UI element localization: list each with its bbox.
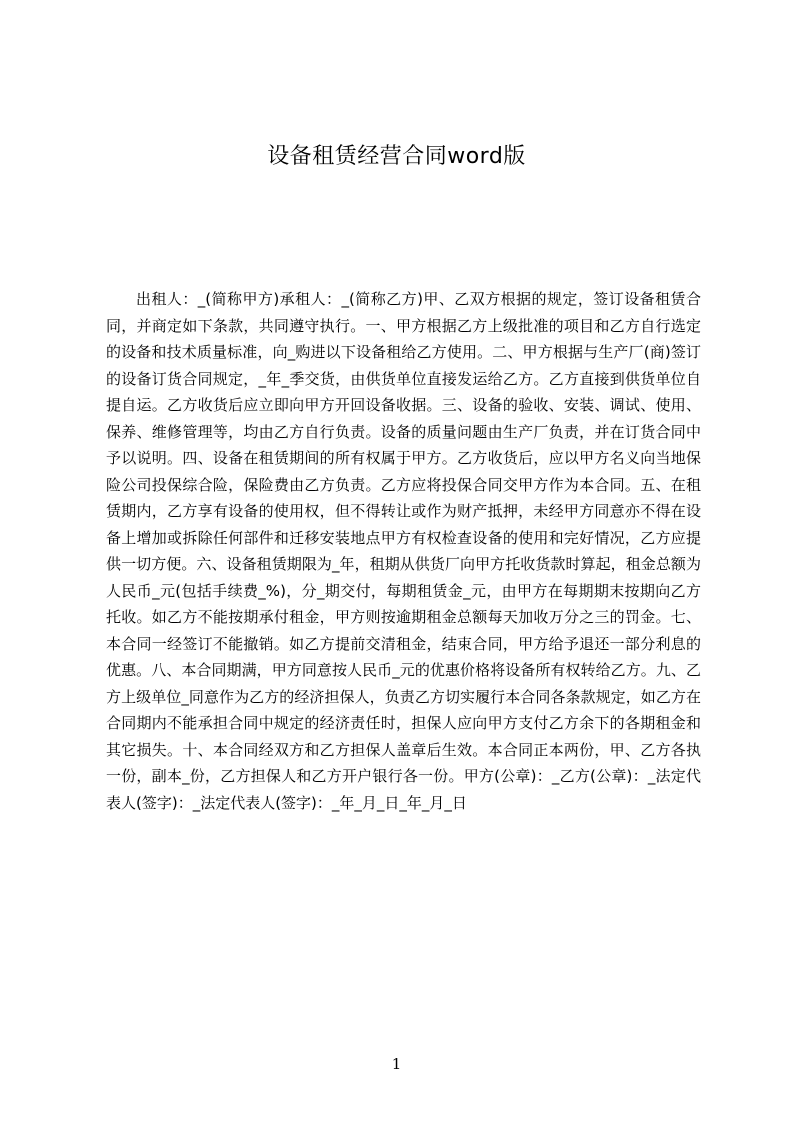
document-title: 设备租赁经营合同word版 xyxy=(267,144,526,169)
page-number: 1 xyxy=(391,1055,402,1073)
contract-body-paragraph: 出租人：_(简称甲方)承租人：_(简称乙方)甲、乙双方根据的规定，签订设备租赁合同，并商定如下条款，共同遵守执行。一、甲方根据乙方上级批准的项目和乙方自行选定的设备和技术质量标准，向_购进以下设备租给乙方使用。二、甲方根据与生产厂(商)签订的设备订货合同规定，_年_季交货，由供货单位直接发运给乙方。乙方直接到供货单位自提自运。乙方收货后应立即向甲方开回设备收据。三、设备的验收、安装、调试、使用、保养、维修管理等，均由乙方自行负责。设备的质量问题由生产厂负责，并在订货合同中予以说明。四、设备在租赁期间的所有权属于甲方。乙方收货后，应以甲方名义向当地保险公司投保综合险，保险费由乙方负责。乙方应将投保合同交甲方作为本合同。五、在租赁期内，乙方享有设备的使用权，但不得转让或作为财产抵押，未经甲方同意亦不得在设备上增加或拆除任何部件和迁移安装地点甲方有权检查设备的使用和完好情况，乙方应提供一切方便。六、设备租赁期限为_年，租期从供货厂向甲方托收货款时算起，租金总额为人民币_元(包括手续费_%)，分_期交付，每期租赁金_元，由甲方在每期期末按期向乙方托收。如乙方不能按期承付租金，甲方则按逾期租金总额每天加收万分之三的罚金。七、本合同一经签订不能撤销。如乙方提前交清租金，结束合同，甲方给予退还一部分利息的优惠。八、本合同期满，甲方同意按人民币_元的优惠价格将设备所有权转给乙方。九、乙方上级单位_同意作为乙方的经济担保人，负责乙方切实履行本合同各条款规定，如乙方在合同期内不能承担合同中规定的经济责任时，担保人应向甲方支付乙方余下的各期租金和其它损失。十、本合同经双方和乙方担保人盖章后生效。本合同正本两份，甲、乙方各执一份，副本_份，乙方担保人和乙方开户银行各一份。甲方(公章)：_乙方(公章)：_法定代表人(签字)：_法定代表人(签字)：_年_月_日_年_月_日 xyxy=(106,290,701,812)
